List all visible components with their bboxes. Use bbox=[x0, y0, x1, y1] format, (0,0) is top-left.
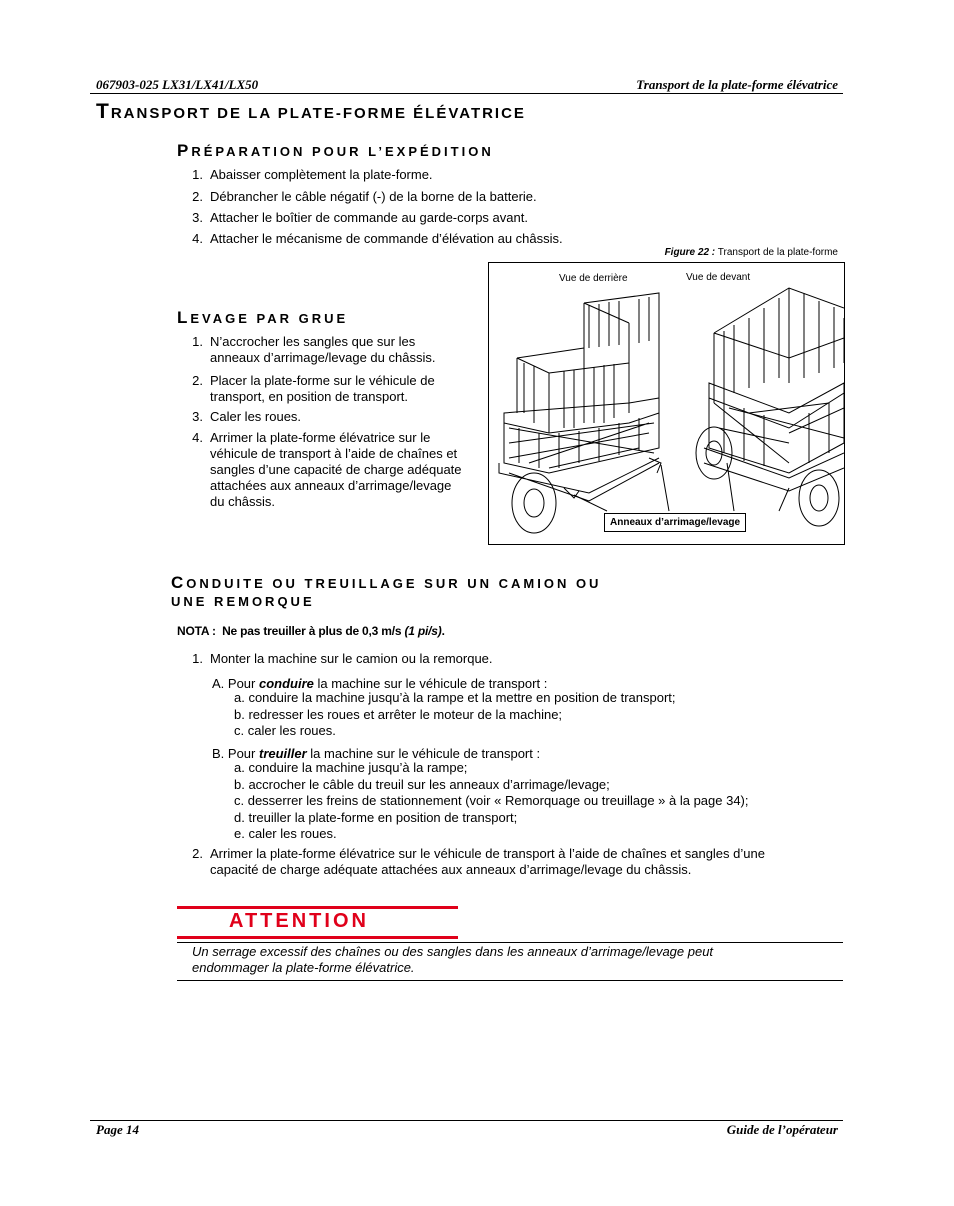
step-2: Arrimer la plate-forme élévatrice sur le véhicule de transport à l’aide de chaînes et sangles d’une capacité de charge adéquate attachées aux anneaux d’arrimage/levage du châssis. bbox=[210, 846, 765, 877]
list-item: Attacher le mécanisme de commande d’élévation au châssis. bbox=[210, 231, 563, 246]
scissor-lift-drawing bbox=[489, 263, 844, 544]
header-rule bbox=[90, 93, 843, 94]
note: NOTA : Ne pas treuiller à plus de 0,3 m/s (1 pi/s). bbox=[177, 624, 445, 638]
list-item: Caler les roues. bbox=[210, 409, 302, 424]
section-heading-driving-winching: CONDUITE OU TREUILLAGE SUR UN CAMION OU UNE REMORQUE bbox=[171, 573, 602, 609]
attention-rule-bottom bbox=[177, 980, 843, 981]
list-number: 4. bbox=[192, 430, 203, 445]
attention-title: ATTENTION bbox=[229, 910, 369, 932]
list-number: 3. bbox=[192, 210, 203, 225]
header-chapter-title: Transport de la plate-forme élévatrice bbox=[636, 77, 838, 92]
list-item: Abaisser complètement la plate-forme. bbox=[210, 167, 433, 182]
header-doc-id: 067903-025 LX31/LX41/LX50 bbox=[96, 77, 259, 92]
list-number: 4. bbox=[192, 231, 203, 246]
list-item: N’accrocher les sangles que sur les anneaux d’arrimage/levage du châssis. bbox=[210, 334, 436, 365]
footer-rule bbox=[90, 1120, 843, 1121]
list-item: Placer la plate-forme sur le véhicule de transport, en position de transport. bbox=[210, 373, 435, 404]
figure-caption: Figure 22 : Transport de la plate-forme bbox=[664, 247, 838, 258]
figure-transport-illustration bbox=[488, 262, 845, 545]
list-item: Arrimer la plate-forme élévatrice sur le véhicule de transport à l’aide de chaînes et sangles d’une capacité de charge adéquate attachées aux anneaux d’arrimage/levage du châssis. bbox=[210, 430, 462, 509]
section-heading-lifting: LEVAGE PAR GRUE bbox=[177, 308, 349, 327]
footer-guide-title: Guide de l’opérateur bbox=[726, 1122, 838, 1137]
label-rear-view: Vue de derrière bbox=[559, 273, 628, 284]
attention-rule-top bbox=[177, 942, 843, 943]
substep-a-heading: A. Pour conduire la machine sur le véhicule de transport : bbox=[212, 676, 548, 691]
section-heading-preparation: PRÉPARATION POUR L’EXPÉDITION bbox=[177, 141, 494, 160]
list-number: 1. bbox=[192, 334, 203, 349]
substep-a-list: a. conduire la machine jusqu’à la rampe et la mettre en position de transport; b. redresser les roues et arrêter le moteur de la machine; c. caler les roues. bbox=[234, 690, 676, 738]
list-number: 2. bbox=[192, 846, 203, 861]
label-front-view: Vue de devant bbox=[686, 272, 751, 283]
list-number: 3. bbox=[192, 409, 203, 424]
list-number: 2. bbox=[192, 373, 203, 388]
page-title: TRANSPORT DE LA PLATE-FORME ÉLÉVATRICE bbox=[96, 100, 526, 123]
list-item: Débrancher le câble négatif (-) de la borne de la batterie. bbox=[210, 189, 537, 204]
attention-bar-top bbox=[177, 906, 458, 909]
footer-page-number: Page 14 bbox=[96, 1122, 139, 1137]
list-number: 1. bbox=[192, 651, 203, 666]
list-number: 2. bbox=[192, 189, 203, 204]
substep-b-heading: B. Pour treuiller la machine sur le véhicule de transport : bbox=[212, 746, 541, 761]
list-number: 1. bbox=[192, 167, 203, 182]
substep-b-list: a. conduire la machine jusqu’à la rampe; b. accrocher le câble du treuil sur les anneaux d’arrimage/levage; c. desserrer les freins de stationnement (voir « Remorquage ou treuillage » à la page 34); d. treuiller la plate-forme en position de transport; e. caler les roues. bbox=[234, 760, 749, 841]
attention-bar-bottom bbox=[177, 936, 458, 939]
list-item: Attacher le boîtier de commande au garde-corps avant. bbox=[210, 210, 528, 225]
callout-tie-down-rings: Anneaux d’arrimage/levage bbox=[604, 513, 746, 532]
step-1: Monter la machine sur le camion ou la remorque. bbox=[210, 651, 493, 666]
attention-text: Un serrage excessif des chaînes ou des sangles dans les anneaux d’arrimage/levage peut endommager la plate-forme élévatrice. bbox=[192, 944, 714, 975]
